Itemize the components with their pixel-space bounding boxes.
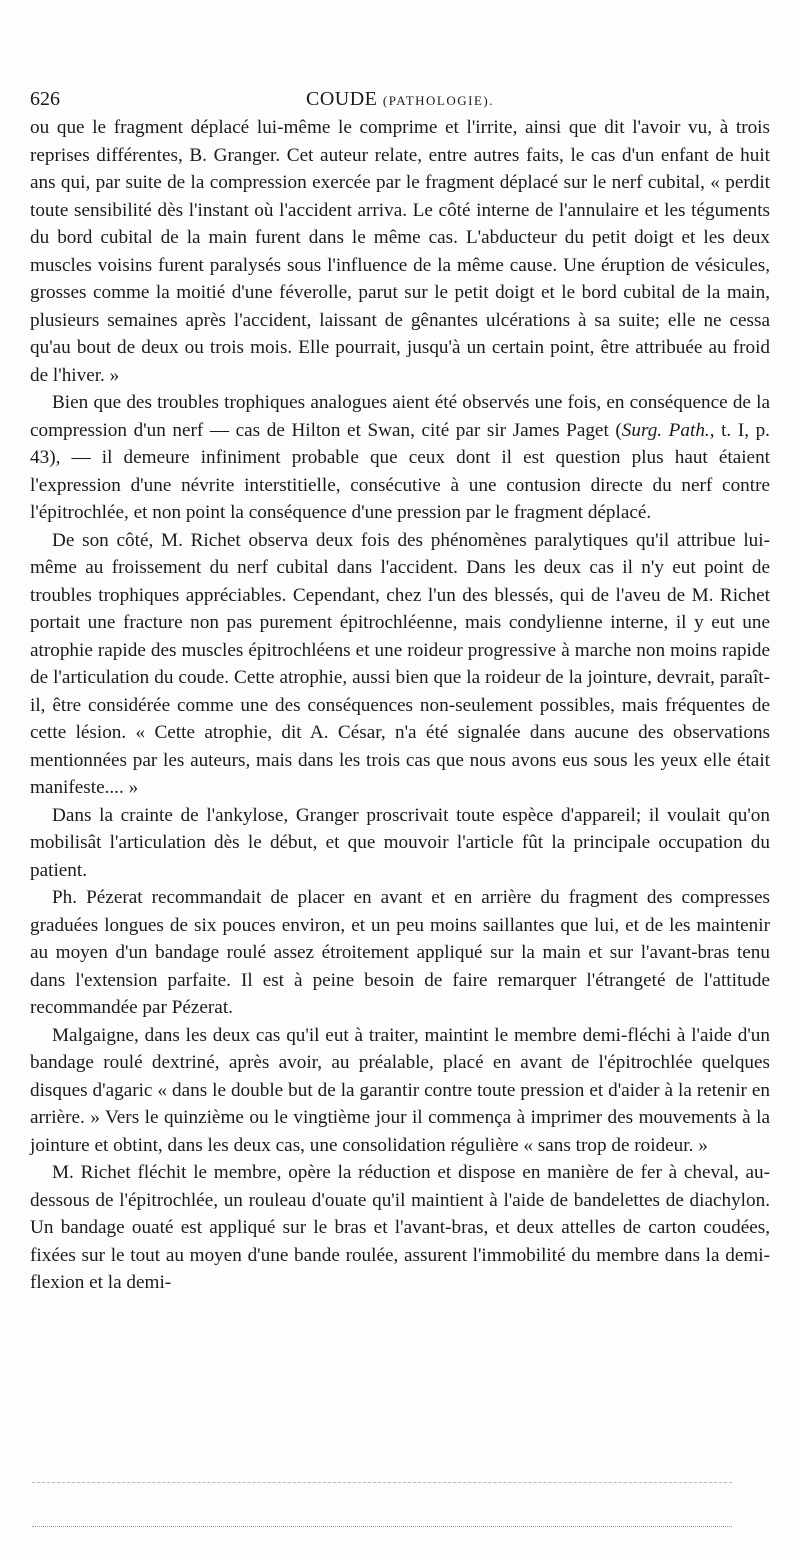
paragraph-7: M. Richet fléchit le membre, opère la réduction et dispose en manière de fer à cheval, au-dessous de l'épitrochlée, un rouleau d'ouate qu'il maintient à l'aide de bandelettes de diachylon. Un bandage ouaté est appliqué sur le bras et l'avant-bras, et deux attelles de carton coudées, fixées sur le tout au moyen d'une bande roulée, assurent l'immobilité du membre dans la demi-flexion et la demi- xyxy=(30,1162,770,1293)
running-title xyxy=(30,84,770,116)
paragraph-5: Ph. Pézerat recommandait de placer en avant et en arrière du fragment des compresses graduées longues de six pouces environ, et un peu moins saillantes que lui, et de les maintenir au moyen d'un bandage roulé assez étroitement appliqué sur la main et sur l'avant-bras tenu dans l'extension parfaite. Il est à peine besoin de faire remarquer l'étrangeté de l'attitude recommandée par Pézerat. xyxy=(30,887,770,1018)
paragraph-2 xyxy=(30,389,770,527)
paragraph-2-text-after: , t. I, p. 43), — il demeure infiniment probable que ceux dont il est question plus haut étaient l'expression d'une névrite interstitielle, consécutive à une contusion directe du nerf contre l'épitrochlée, et non point la conséquence d'une pression par le fragment déplacé. xyxy=(30,419,770,523)
paragraph-2-text-before: Bien que des troubles trophiques analogues aient été observés une fois, en conséquence de la compression d'un nerf — cas de Hilton et Swan, cité par sir James Paget ( xyxy=(30,392,770,441)
paragraph-6: Malgaigne, dans les deux cas qu'il eut à traiter, maintint le membre demi-fléchi à l'aide d'un bandage roulé dextriné, après avoir, au préalable, placé en avant de l'épitrochlée quelques disques d'agaric « dans le double but de la garantir contre toute pression et d'aider à la retenir en arrière. » Vers le quinzième ou le vingtième jour il commença à imprimer des mouvements à la jointure et obtint, dans les deux cas, une consolidation régulière « sans trop de roideur. » xyxy=(30,1024,770,1156)
running-title-subtitle: (PATHOLOGIE). xyxy=(382,93,494,108)
footer-rule-bottom xyxy=(32,1526,732,1527)
paragraph-1: ou que le fragment déplacé lui-même le comprime et l'irrite, ainsi que dit l'avoir vu, à trois reprises différentes, B. Granger. Cet auteur relate, entre autres faits, le cas d'un enfant de huit ans qui, par suite de la compression exercée par le fragment déplacé sur le nerf cubital, « perdit toute sensibilité dès l'instant où l'accident arriva. Le côté interne de l'annulaire et les téguments du bord cubital de la main furent dans le même cas. L'abducteur du petit doigt et les deux muscles voisins furent paralysés sous l'influence de la même cause. Une éruption de vésicules, grosses comme la moitié d'une féverolle, parut sur le petit doigt et le bord cubital de la main, plusieurs semaines après l'accident, laissant de gênantes ulcérations à sa suite; elle ne cessa qu'au bout de deux ou trois mois. Elle pourrait, jusqu'à un certain point, être attribuée au froid de l'hiver. » xyxy=(30,117,770,386)
body-text xyxy=(30,114,770,1297)
running-title-main: COUDE xyxy=(306,88,378,110)
page-number: 626 xyxy=(30,88,60,110)
footer-rule-top xyxy=(32,1482,732,1483)
paragraph-3: De son côté, M. Richet observa deux fois des phénomènes paralytiques qu'il attribue lui-même au froissement du nerf cubital dans l'accident. Dans les deux cas il n'y eut point de troubles trophiques appréciables. Cependant, chez l'un des blessés, qui de l'aveu de M. Richet portait une fracture non pas purement épitrochléenne, mais condylienne interne, il y eut une atrophie rapide des muscles épitrochléens et une roideur progressive à marche non moins rapide de l'articulation du coude. Cette atrophie, aussi bien que la roideur de la jointure, devrait, paraît-il, être considérée comme une des conséquences non-seulement possibles, mais fréquentes de cette lésion. « Cette atrophie, dit A. César, n'a été signalée dans aucune des observations mentionnées par les auteurs, mais dans les trois cas que nous avons eus sous les yeux elle était manifeste.... » xyxy=(30,529,770,798)
page-header xyxy=(30,84,770,114)
citation-title: Surg. Path. xyxy=(621,419,710,441)
paragraph-4: Dans la crainte de l'ankylose, Granger proscrivait toute espèce d'appareil; il voulait qu'on mobilisât l'articulation dès le début, et que mouvoir l'article fût la principale occupation du patient. xyxy=(30,804,770,881)
